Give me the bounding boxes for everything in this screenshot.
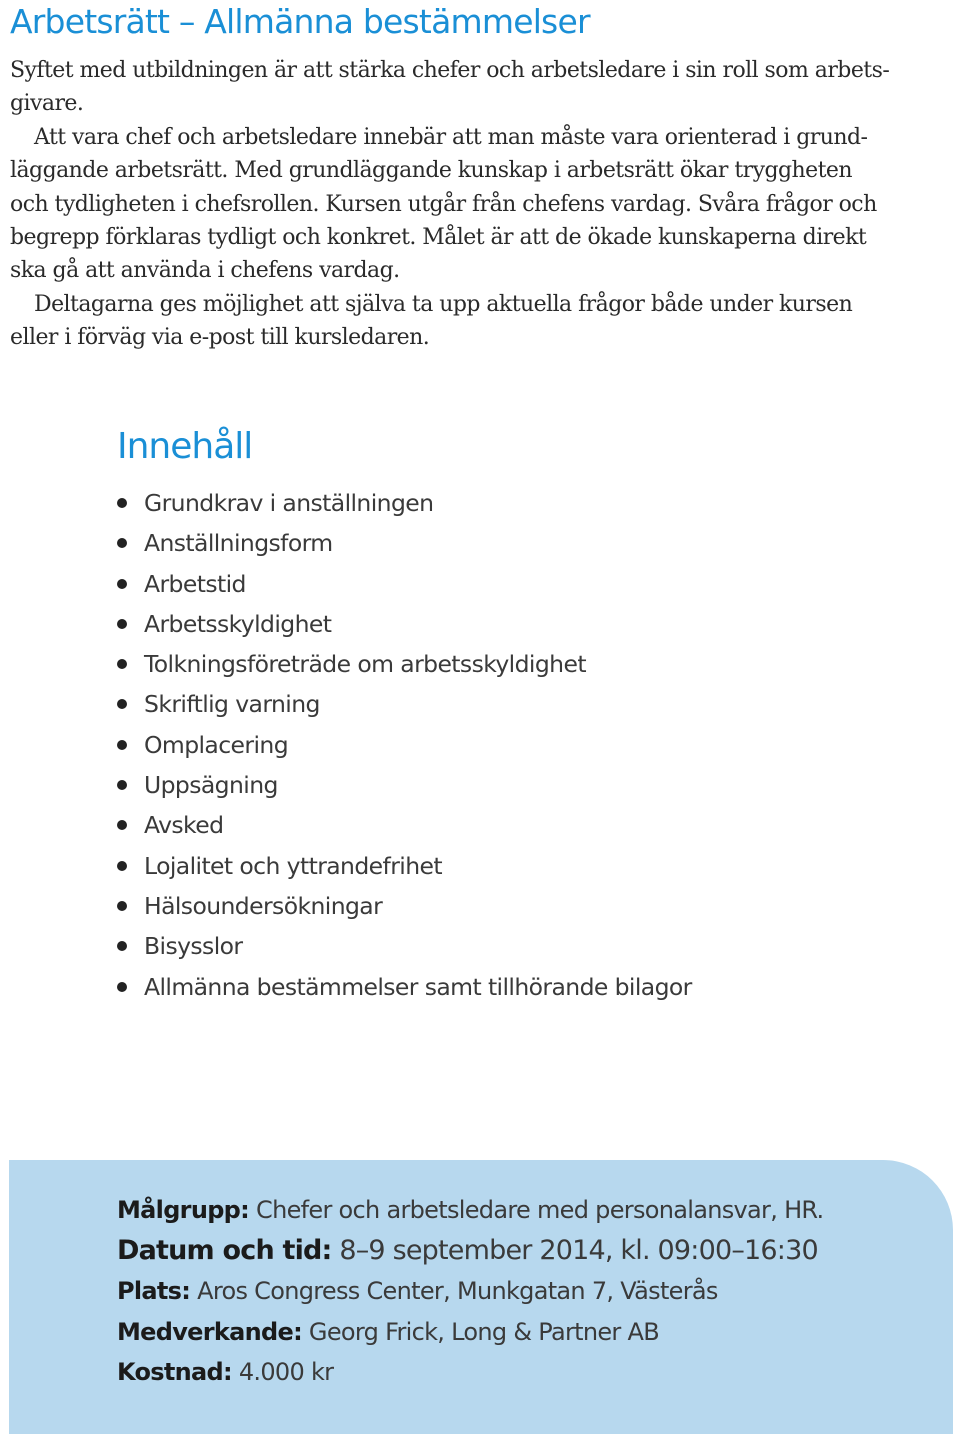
bullet-icon (117, 538, 127, 548)
list-item (117, 765, 692, 805)
contents-list (117, 483, 692, 1007)
intro-line: ska gå att använda i chefens vardag. (10, 258, 400, 284)
bullet-icon (117, 982, 127, 992)
list-item (117, 684, 692, 724)
course-info-box (9, 1160, 953, 1434)
list-item-label: Omplacering (144, 730, 289, 759)
bullet-icon (117, 780, 127, 790)
list-item (117, 523, 692, 563)
list-item-label: Lojalitet och yttrandefrihet (144, 851, 442, 880)
list-item (117, 564, 692, 604)
list-item-label: Allmänna bestämmelser samt tillhörande bilagor (144, 972, 692, 1001)
info-cost (117, 1352, 823, 1393)
list-item-label: Uppsägning (144, 771, 278, 800)
bullet-icon (117, 498, 127, 508)
intro-line: Att vara chef och arbetsledare innebär att man måste vara orienterad i grund- (34, 124, 868, 150)
page-title: Arbetsrätt – Allmänna bestämmelser (10, 2, 590, 41)
info-place (117, 1271, 823, 1312)
list-item (117, 967, 692, 1007)
list-item-label: Skriftlig varning (144, 690, 320, 719)
bullet-icon (117, 941, 127, 951)
intro-line: läggande arbetsrätt. Med grundläggande kunskap i arbetsrätt ökar tryggheten (10, 158, 853, 184)
list-item (117, 644, 692, 684)
info-value: 8–9 september 2014, kl. 09:00–16:30 (331, 1234, 818, 1266)
list-item (117, 483, 692, 523)
list-item (117, 926, 692, 966)
info-target-group (117, 1190, 823, 1231)
bullet-icon (117, 699, 127, 709)
list-item (117, 805, 692, 845)
list-item (117, 886, 692, 926)
list-item (117, 604, 692, 644)
course-info-list (117, 1190, 823, 1393)
info-value: Chefer och arbetsledare med personalansvar, HR. (249, 1196, 824, 1224)
list-item (117, 846, 692, 886)
list-item-label: Tolkningsföreträde om arbetsskyldighet (144, 650, 586, 679)
list-item-label: Arbetsskyldighet (144, 609, 332, 638)
bullet-icon (117, 740, 127, 750)
info-label: Medverkande: (117, 1317, 302, 1346)
info-value: Georg Frick, Long & Partner AB (302, 1317, 660, 1346)
bullet-icon (117, 820, 127, 830)
info-label: Plats: (117, 1277, 191, 1305)
info-label: Datum och tid: (117, 1234, 332, 1266)
bullet-icon (117, 579, 127, 589)
bullet-icon (117, 901, 127, 911)
intro-line: eller i förväg via e-post till kursledaren. (10, 325, 430, 351)
bullet-icon (117, 659, 127, 669)
bullet-icon (117, 861, 127, 871)
list-item-label: Avsked (144, 811, 224, 840)
list-item (117, 725, 692, 765)
list-item-label: Anställningsform (144, 529, 333, 558)
intro-paragraph-background (10, 121, 950, 288)
intro-line: begrepp förklaras tydligt och konkret. Målet är att de ökade kunskaperna direkt (10, 225, 867, 251)
list-item-label: Hälsoundersökningar (144, 891, 383, 920)
intro-paragraph-participants (10, 288, 950, 355)
intro-line: Syftet med utbildningen är att stärka chefer och arbetsledare i sin roll som arbets- (10, 58, 890, 83)
info-date-time (117, 1231, 823, 1272)
info-label: Målgrupp: (117, 1196, 250, 1224)
intro-line: Deltagarna ges möjlighet att själva ta upp aktuella frågor både under kursen (34, 291, 853, 317)
info-label: Kostnad: (117, 1358, 232, 1386)
info-value: Aros Congress Center, Munkgatan 7, Västerås (190, 1277, 718, 1305)
info-value: 4.000 kr (231, 1358, 334, 1386)
intro-line: givare. (10, 91, 84, 117)
intro-line: och tydligheten i chefsrollen. Kursen utgår från chefens vardag. Svåra frågor och (10, 191, 877, 217)
list-item-label: Grundkrav i anställningen (144, 489, 434, 517)
intro-paragraph-purpose (10, 54, 950, 121)
intro-text (10, 54, 950, 355)
list-item-label: Arbetstid (144, 569, 246, 598)
list-item-label: Bisysslor (144, 932, 243, 961)
info-contributors (117, 1312, 823, 1353)
bullet-icon (117, 619, 127, 629)
contents-heading: Innehåll (117, 426, 253, 467)
